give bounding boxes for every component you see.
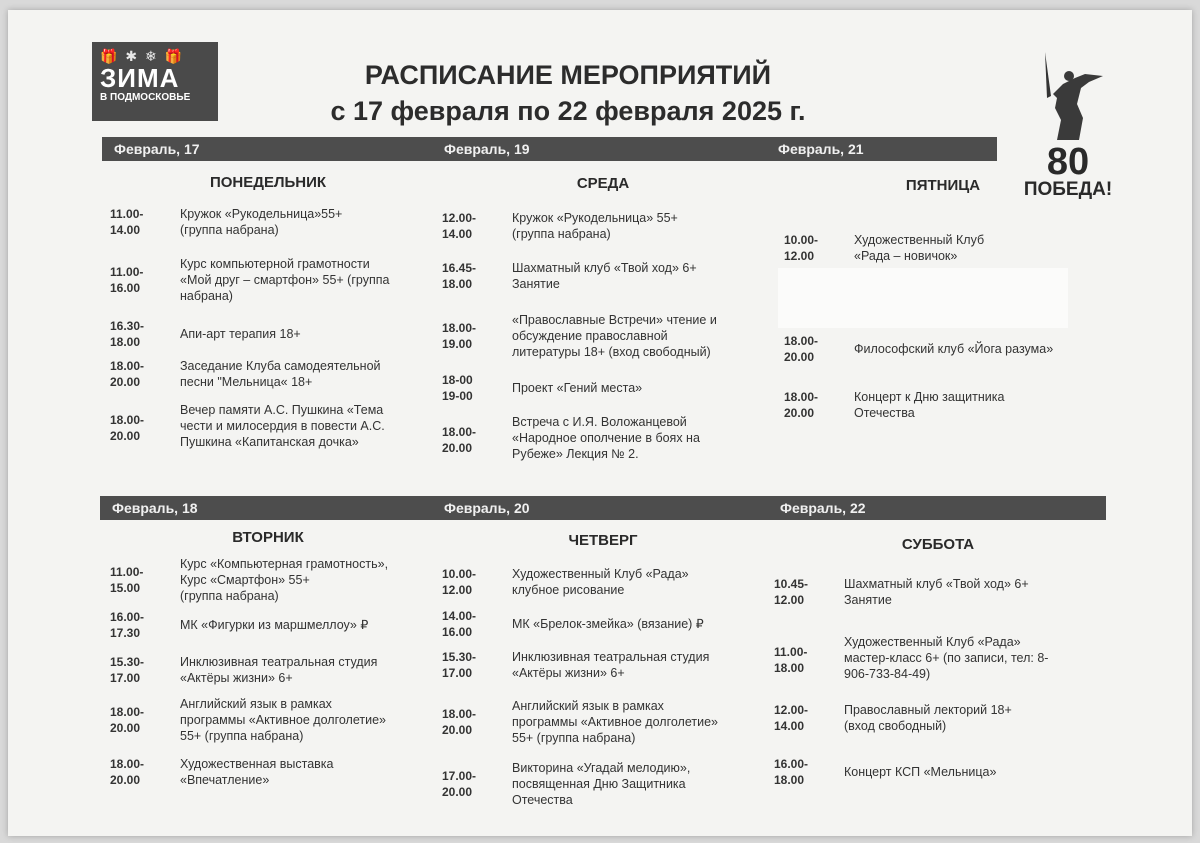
pobeda-word: ПОБЕДА! xyxy=(1023,179,1113,200)
event-time: 18.00- 20.00 xyxy=(110,757,145,787)
event-desc: Концерт КСП «Мельница» xyxy=(844,765,997,779)
event-desc: Инклюзивная театральная студия «Актёры жизни» 6+ xyxy=(180,655,378,685)
event-time: 12.00- 14.00 xyxy=(442,211,477,241)
date-feb-17: Февраль, 17 xyxy=(114,141,200,157)
event-time: 18.00- 20.00 xyxy=(784,390,819,420)
event-time: 16.45- 18.00 xyxy=(442,261,477,291)
event-time: 16.30- 18.00 xyxy=(110,319,145,349)
event-time: 10.45- 12.00 xyxy=(774,577,809,607)
event-desc: Заседание Клуба самодеятельной песни "Мельница« 18+ xyxy=(180,359,381,389)
event-time: 18-00 19-00 xyxy=(442,373,473,403)
zima-logo xyxy=(92,42,218,121)
blank-area xyxy=(778,268,1068,328)
event-desc: Художественный Клуб «Рада» клубное рисование xyxy=(512,567,689,597)
date-feb-20: Февраль, 20 xyxy=(444,500,530,516)
date-band-bottom xyxy=(100,496,1106,520)
motherland-statue-icon xyxy=(1023,48,1113,144)
date-feb-19: Февраль, 19 xyxy=(444,141,530,157)
gift-icons: 🎁 ✱ ❄ 🎁 xyxy=(100,48,184,64)
day-friday: ПЯТНИЦА xyxy=(905,177,981,194)
date-feb-21: Февраль, 21 xyxy=(778,141,864,157)
day-wednesday: СРЕДА xyxy=(576,175,630,192)
event-desc: Английский язык в рамках программы «Активное долголетие» 55+ (группа набрана) xyxy=(512,699,718,745)
zima-logo-subtitle: В ПОДМОСКОВЬЕ xyxy=(100,92,191,103)
event-time: 11.00- 16.00 xyxy=(110,265,144,295)
event-time: 15.30- 17.00 xyxy=(442,650,477,680)
date-feb-18: Февраль, 18 xyxy=(112,500,198,516)
date-band-top xyxy=(102,137,997,161)
event-desc: Концерт к Дню защитника Отечества xyxy=(854,390,1005,420)
event-time: 16.00- 18.00 xyxy=(774,757,809,787)
event-time: 15.30- 17.00 xyxy=(110,655,145,685)
page-title xyxy=(258,58,878,128)
event-time: 11.00- 14.00 xyxy=(110,207,144,237)
event-desc: Художественная выставка «Впечатление» xyxy=(180,757,334,787)
event-desc: Православный лекторий 18+ (вход свободный) xyxy=(844,703,1012,733)
event-desc: Художественный Клуб «Рада – новичок» xyxy=(854,233,985,263)
event-time: 18.00- 20.00 xyxy=(110,359,145,389)
event-desc: Встреча с И.Я. Воложанцевой «Народное ополчение в боях на Рубеже» Лекция № 2. xyxy=(512,415,700,461)
event-time: 10.00- 12.00 xyxy=(784,233,819,263)
zima-logo-title: ЗИМА xyxy=(100,63,180,93)
event-time: 14.00- 16.00 xyxy=(442,609,477,639)
event-desc: Философский клуб «Йога разума» xyxy=(854,342,1054,356)
pobeda-80-logo xyxy=(1013,48,1123,220)
event-time: 11.00- 15.00 xyxy=(110,565,144,595)
event-time: 17.00- 20.00 xyxy=(442,769,477,799)
day-saturday: СУББОТА xyxy=(901,536,975,553)
day-monday: ПОНЕДЕЛЬНИК xyxy=(209,174,327,191)
title-line-1: РАСПИСАНИЕ МЕРОПРИЯТИЙ xyxy=(364,60,772,90)
event-time: 18.00- 19.00 xyxy=(442,321,477,351)
event-desc: Кружок «Рукодельница» 55+ (группа набрана) xyxy=(512,211,678,241)
event-desc: МК «Фигурки из маршмеллоу» ₽ xyxy=(180,618,369,632)
day-tuesday: ВТОРНИК xyxy=(232,529,304,546)
event-desc: Вечер памяти А.С. Пушкина «Тема чести и милосердия в повести А.С. Пушкина «Капитанская дочка» xyxy=(180,403,385,449)
event-time: 18.00- 20.00 xyxy=(442,707,477,737)
event-desc: Курс «Компьютерная грамотность», Курс «Смартфон» 55+ (группа набрана) xyxy=(180,557,389,603)
event-time: 18.00- 20.00 xyxy=(110,413,145,443)
event-desc: Инклюзивная театральная студия «Актёры жизни» 6+ xyxy=(512,650,710,680)
event-time: 18.00- 20.00 xyxy=(442,425,477,455)
event-desc: Английский язык в рамках программы «Активное долголетие» 55+ (группа набрана) xyxy=(180,697,386,743)
event-desc: Проект «Гений места» xyxy=(512,381,643,395)
date-feb-22: Февраль, 22 xyxy=(780,500,866,516)
event-time: 10.00- 12.00 xyxy=(442,567,477,597)
event-desc: Шахматный клуб «Твой ход» 6+ Занятие xyxy=(512,261,697,291)
event-time: 11.00- 18.00 xyxy=(774,645,808,675)
event-desc: Апи-арт терапия 18+ xyxy=(180,327,301,341)
event-desc: Викторина «Угадай мелодию», посвященная Дню Защитника Отечества xyxy=(512,761,691,807)
day-thursday: ЧЕТВЕРГ xyxy=(568,532,638,549)
event-desc: Шахматный клуб «Твой ход» 6+ Занятие xyxy=(844,577,1029,607)
event-time: 18.00- 20.00 xyxy=(784,334,819,364)
schedule-sheet xyxy=(8,10,1192,836)
event-desc: Курс компьютерной грамотности «Мой друг – смартфон» 55+ (группа набрана) xyxy=(180,257,390,303)
event-time: 12.00- 14.00 xyxy=(774,703,809,733)
event-desc: Кружок «Рукодельница»55+ (группа набрана) xyxy=(180,207,343,237)
event-desc: Художественный Клуб «Рада» мастер-класс 6+ (по записи, тел: 8- 906-733-84-49) xyxy=(844,635,1049,681)
event-time: 16.00- 17.30 xyxy=(110,610,145,640)
event-time: 18.00- 20.00 xyxy=(110,705,145,735)
title-line-2: с 17 февраля по 22 февраля 2025 г. xyxy=(330,96,806,126)
event-desc: МК «Брелок-змейка» (вязание) ₽ xyxy=(512,617,704,631)
event-desc: «Православные Встречи» чтение и обсуждение православной литературы 18+ (вход свободный) xyxy=(512,313,717,359)
pobeda-number: 80 xyxy=(1046,141,1090,183)
